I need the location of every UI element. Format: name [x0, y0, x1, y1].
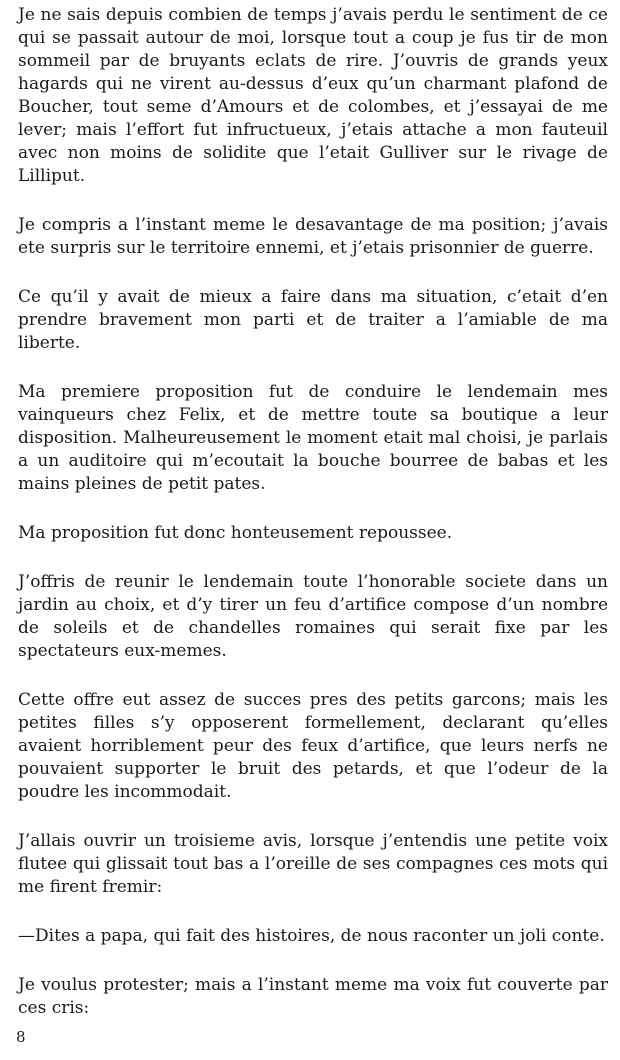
body-text	[18, 4, 608, 1046]
paragraph-5: Ma proposition fut donc honteusement repoussee.	[18, 523, 453, 543]
paragraph-8: J’allais ouvrir un troisieme avis, lorsque j’entendis une petite voix flutee qui glissait tout bas a l’oreille de ses compagnes ces mots qui me firent fremir:	[18, 831, 608, 897]
page-number: 8	[16, 1028, 26, 1046]
paragraph-1: Je ne sais depuis combien de temps j’avais perdu le sentiment de ce qui se passait autour de moi, lorsque tout a coup je fus tir de mon sommeil par de bruyants eclats de rire. J’ouvris de grands yeux hagards qui ne virent au-dessus d’eux qu’un charmant plafond de Boucher, tout seme d’Amours et de colombes, et j’essayai de me lever; mais l’effort fut infructueux, j’etais attache a mon fauteuil avec non moins de solidite que l’etait Gulliver sur le rivage de Lilliput.	[18, 5, 608, 186]
paragraph-9: —Dites a papa, qui fait des histoires, de nous raconter un joli conte.	[18, 926, 605, 946]
paragraph-7: Cette offre eut assez de succes pres des petits garcons; mais les petites filles s’y opposerent formellement, declarant qu’elles avaient horriblement peur des feux d’artifice, que leurs nerfs ne pouvaient supporter le bruit des petards, et que l’odeur de la poudre les incommodait.	[18, 690, 608, 802]
paragraph-4: Ma premiere proposition fut de conduire le lendemain mes vainqueurs chez Felix, et de mettre toute sa boutique a leur disposition. Malheureusement le moment etait mal choisi, je parlais a un auditoire qui m’ecoutait la bouche bourree de babas et les mains pleines de petit pates.	[18, 382, 608, 494]
paragraph-3: Ce qu’il y avait de mieux a faire dans ma situation, c’etait d’en prendre bravement mon parti et de traiter a l’amiable de ma liberte.	[18, 287, 608, 353]
paragraph-2: Je compris a l’instant meme le desavantage de ma position; j’avais ete surpris sur le territoire ennemi, et j’etais prisonnier de guerre.	[18, 215, 608, 258]
paragraph-6: J’offris de reunir le lendemain toute l’honorable societe dans un jardin au choix, et d’y tirer un feu d’artifice compose d’un nombre de soleils et de chandelles romaines qui serait fixe par les spectateurs eux-memes.	[18, 572, 608, 661]
paragraph-10: Je voulus protester; mais a l’instant meme ma voix fut couverte par ces cris:	[18, 975, 608, 1018]
